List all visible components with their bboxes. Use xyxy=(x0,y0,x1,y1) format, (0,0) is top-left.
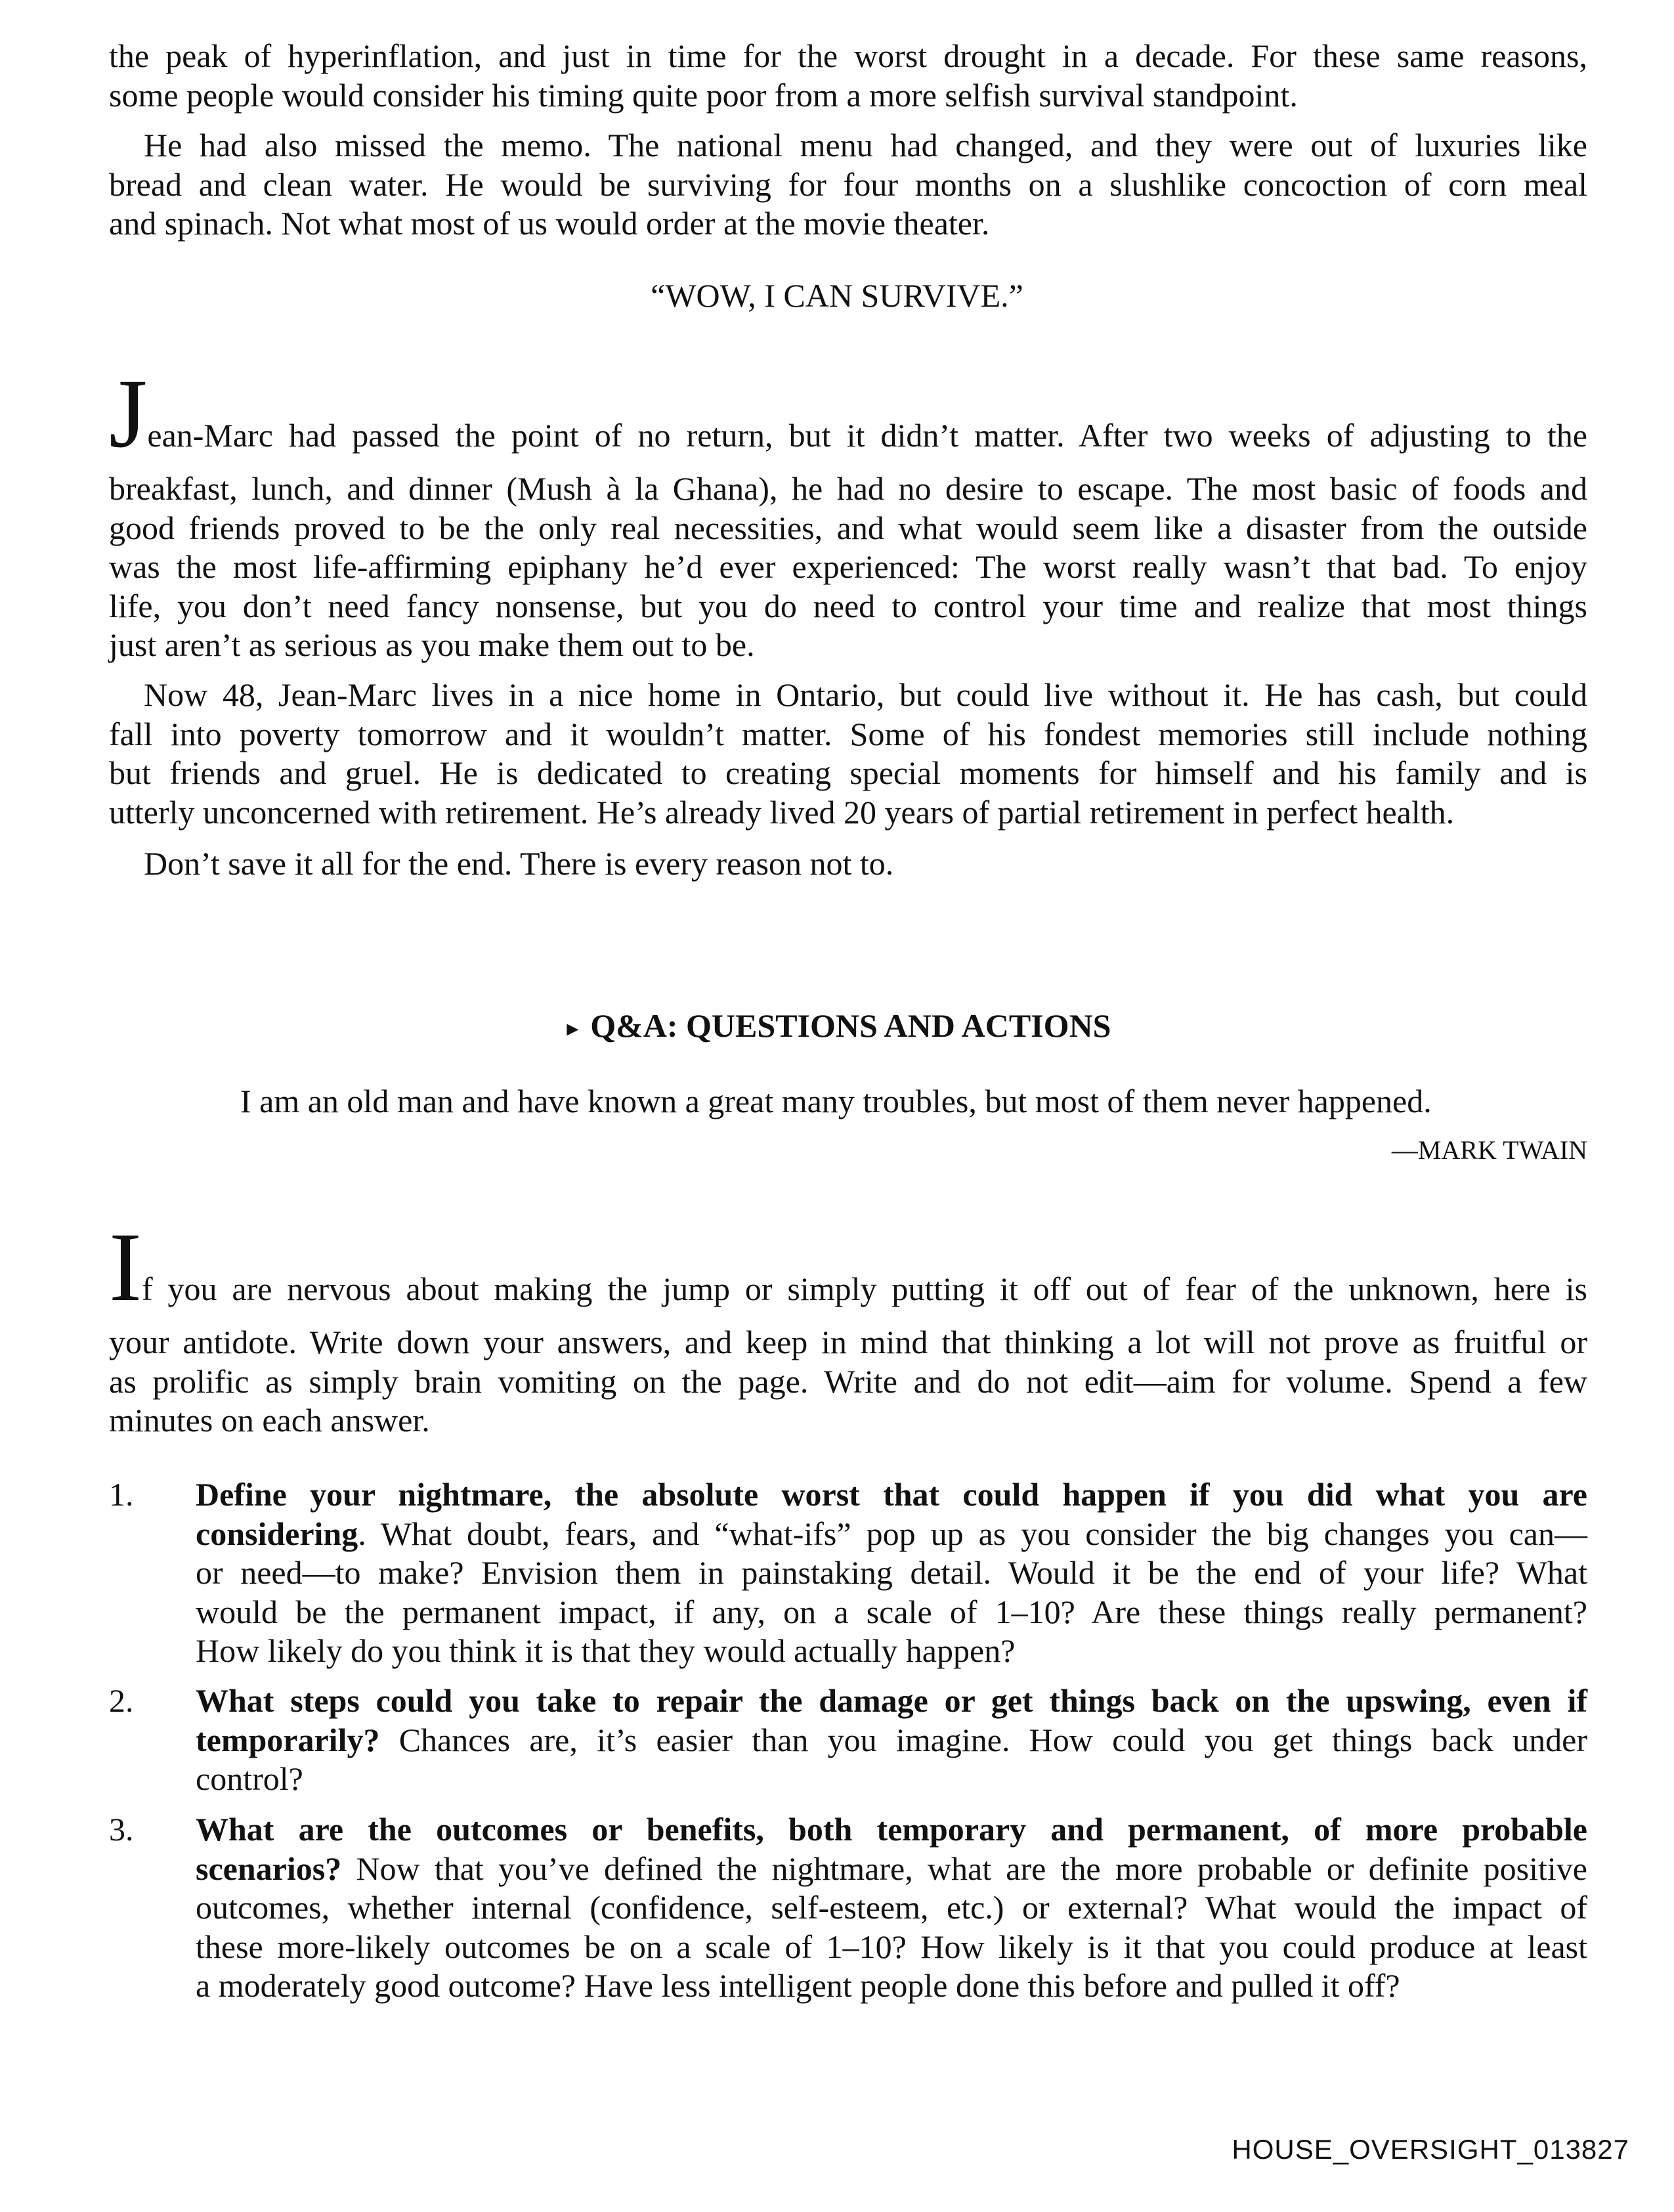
list-item xyxy=(196,1681,1587,1799)
list-number: 2. xyxy=(109,1682,134,1719)
bold-question: What are the outcomes or benefits, both temporary and permanent, of more probable xyxy=(196,1811,1587,1848)
text-line xyxy=(196,1810,1587,1850)
line-text: or need—to make? Envision them in painstaking detail. Would it be the end of your life? What xyxy=(196,1554,1587,1591)
line-text: How likely do you think it is that they would actually happen? xyxy=(196,1632,1016,1669)
text-line: your antidote. Write down your answers, and keep in mind that thinking a lot will not prove as fruitful or xyxy=(109,1324,1587,1360)
paragraph-1 xyxy=(109,37,1587,115)
line-text: control? xyxy=(196,1760,303,1797)
list-number: 3. xyxy=(109,1811,134,1848)
paragraph-4 xyxy=(109,676,1587,832)
line-text: Chances are, it’s easier than you imagine. How could you get things back under xyxy=(379,1721,1587,1758)
text-line: and spinach. Not what most of us would order at the movie theater. xyxy=(109,205,990,242)
text-line: just aren’t as serious as you make them out to be. xyxy=(109,626,755,663)
drop-cap-i: I xyxy=(109,1213,142,1322)
line-text: a moderately good outcome? Have less intelligent people done this before and pulled it off? xyxy=(196,1967,1400,2004)
bold-question: Define your nightmare, the absolute worst that could happen if you did what you are xyxy=(196,1476,1587,1513)
text-line: was the most life-affirming epiphany he’d ever experienced: The worst really wasn’t that bad. To enjoy xyxy=(109,548,1587,585)
text-line: utterly unconcerned with retirement. He’s already lived 20 years of partial retirement in perfect health. xyxy=(109,793,1455,831)
text-line: the peak of hyperinflation, and just in time for the worst drought in a decade. For these same reasons, xyxy=(109,37,1587,74)
text-line xyxy=(196,1681,1587,1721)
text-line: Now 48, Jean-Marc lives in a nice home in Ontario, but could live without it. He has cash, but could xyxy=(144,676,1587,713)
section-heading-wow: “WOW, I CAN SURVIVE.” xyxy=(651,277,1023,314)
text-line: breakfast, lunch, and dinner (Mush à la Ghana), he had no desire to escape. The most basic of foods and xyxy=(109,470,1587,507)
text-line xyxy=(196,1888,1587,1928)
paragraph-2 xyxy=(109,126,1587,244)
text-line xyxy=(196,1928,1587,1967)
text-line: life, you don’t need fancy nonsense, but you do need to control your time and realize that most things xyxy=(109,587,1587,624)
epigraph-attribution: —MARK TWAIN xyxy=(1391,1135,1587,1165)
paragraph-6-first-line xyxy=(109,1213,1587,1322)
text-line: bread and clean water. He would be surviving for four months on a slushlike concoction of corn meal xyxy=(109,165,1587,203)
line: ean-Marc had passed the point of no return, but it didn’t matter. After two weeks of adjusting to the xyxy=(147,417,1587,454)
paragraph-3 xyxy=(109,469,1587,665)
text-line: some people would consider his timing quite poor from a more selfish survival standpoint. xyxy=(109,76,1298,114)
epigraph-quote: I am an old man and have known a great many troubles, but most of them never happened. xyxy=(240,1083,1432,1119)
bold-question: temporarily? xyxy=(196,1721,380,1758)
bold-question: scenarios? xyxy=(196,1850,342,1887)
text-line: fall into poverty tomorrow and it wouldn’t matter. Some of his fondest memories still include nothing xyxy=(109,715,1587,752)
text-line xyxy=(196,1515,1587,1554)
paragraph-5 xyxy=(109,844,1587,884)
text-line xyxy=(196,1632,1587,1671)
arrow-icon: ► xyxy=(563,1018,583,1040)
text-line xyxy=(196,1966,1587,2006)
document-id-footer: HOUSE_OVERSIGHT_013827 xyxy=(1232,2134,1629,2165)
line: f you are nervous about making the jump or simply putting it off out of fear of the unknown, here is xyxy=(141,1270,1587,1307)
text-line: as prolific as simply brain vomiting on the page. Write and do not edit—aim for volume. Spend a few xyxy=(109,1362,1587,1400)
drop-cap-j: J xyxy=(109,359,148,468)
bold-question: considering xyxy=(196,1515,358,1552)
list-item xyxy=(196,1475,1587,1671)
text-line xyxy=(196,1850,1587,1889)
text-line: minutes on each answer. xyxy=(109,1402,430,1439)
text-line xyxy=(196,1760,1587,1799)
line-text: Now that you’ve defined the nightmare, what are the more probable or definite positive xyxy=(341,1850,1587,1887)
line-text: outcomes, whether internal (confidence, self-esteem, etc.) or external? What would the impact of xyxy=(196,1889,1587,1926)
paragraph-6 xyxy=(109,1323,1587,1441)
text-line: but friends and gruel. He is dedicated to creating special moments for himself and his family and is xyxy=(109,754,1587,791)
qa-heading-text: Q&A: QUESTIONS AND ACTIONS xyxy=(590,1007,1111,1044)
paragraph-3-first-line xyxy=(109,359,1587,468)
text-line xyxy=(196,1553,1587,1593)
bold-question: What steps could you take to repair the damage or get things back on the upswing, even if xyxy=(196,1682,1587,1719)
text-line: He had also missed the memo. The national menu had changed, and they were out of luxuries like xyxy=(144,127,1587,163)
list-number: 1. xyxy=(109,1476,134,1513)
text-line xyxy=(196,1721,1587,1760)
list-item xyxy=(196,1810,1587,2006)
line-text: would be the permanent impact, if any, on a scale of 1–10? Are these things really permanent? xyxy=(196,1593,1587,1630)
line-text: these more-likely outcomes be on a scale of 1–10? How likely is it that you could produce at least xyxy=(196,1928,1587,1965)
text-line: Don’t save it all for the end. There is every reason not to. xyxy=(144,845,894,882)
qa-heading xyxy=(0,1007,1674,1049)
line-text: . What doubt, fears, and “what-ifs” pop up as you consider the big changes you can— xyxy=(358,1515,1587,1552)
text-line xyxy=(196,1475,1587,1515)
text-line: good friends proved to be the only real necessities, and what would seem like a disaster from the outside xyxy=(109,509,1587,546)
text-line xyxy=(196,1593,1587,1632)
